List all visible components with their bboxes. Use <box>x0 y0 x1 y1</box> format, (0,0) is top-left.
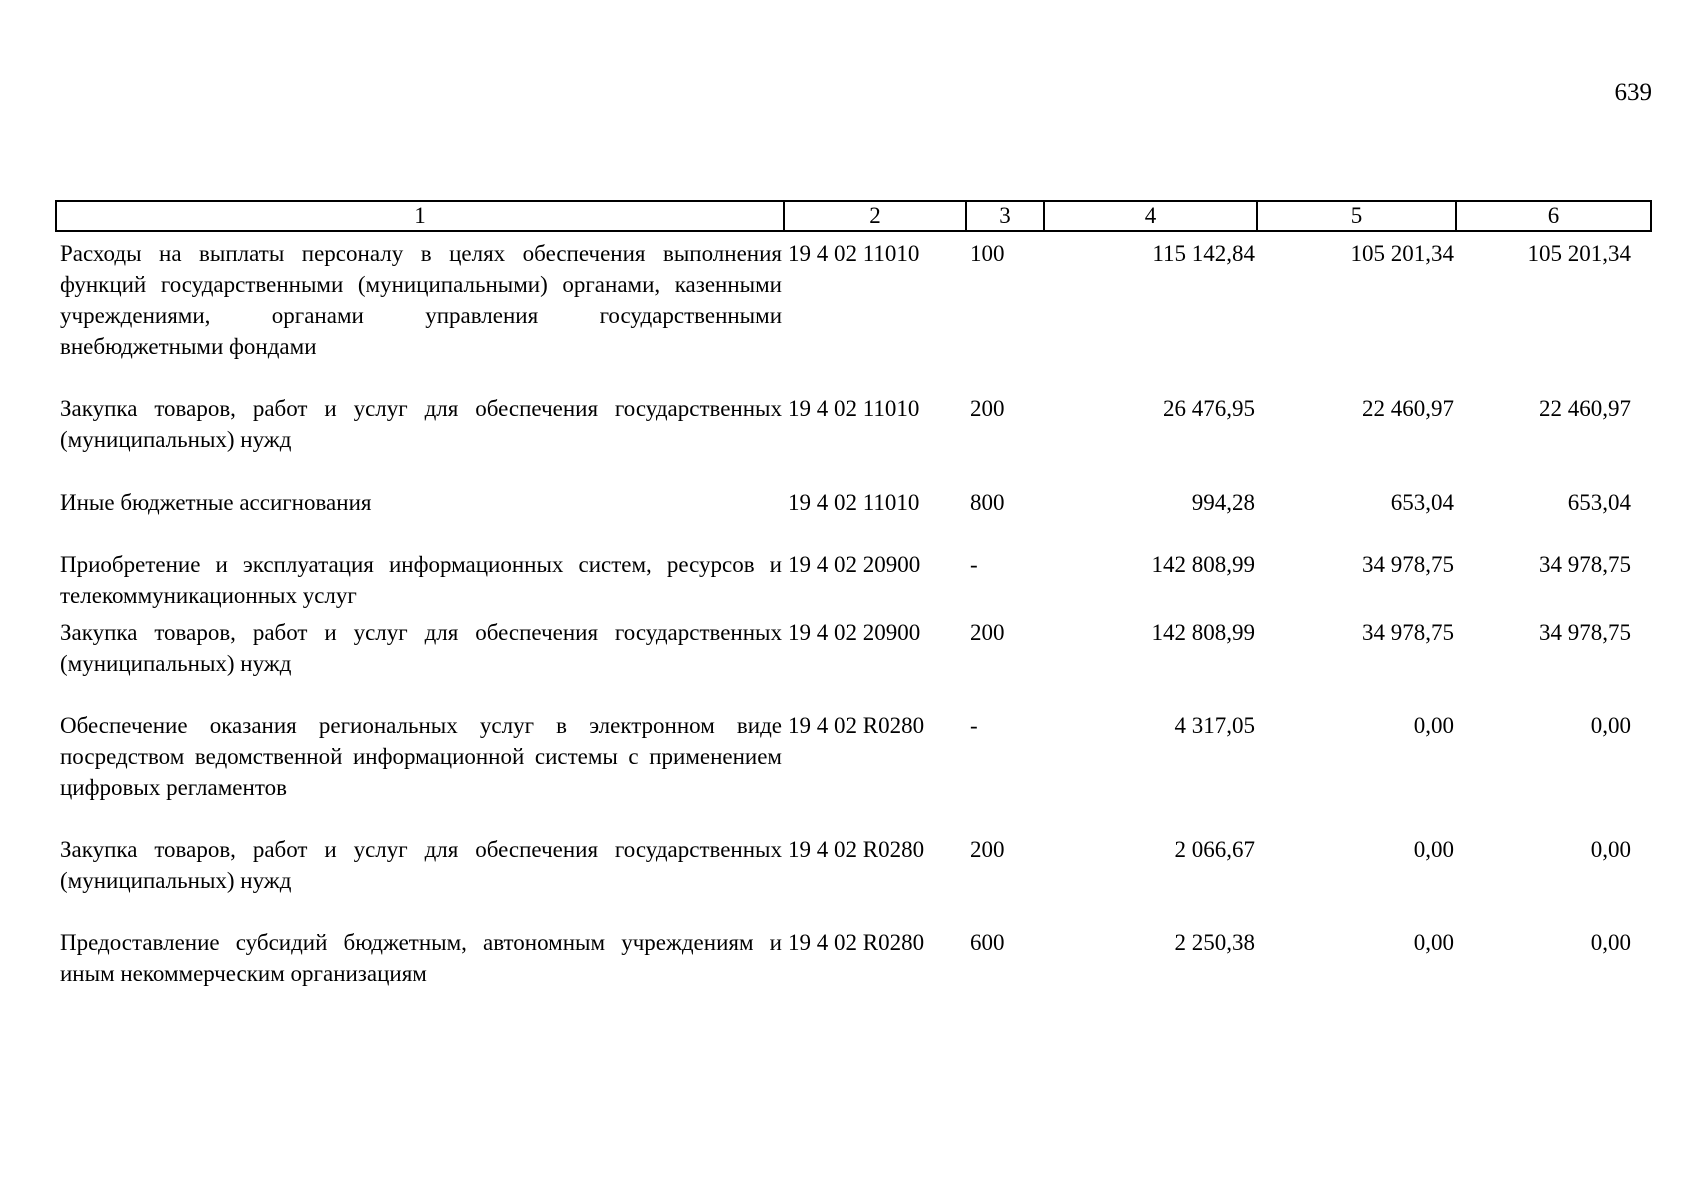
row-value-col6: 105 201,34 <box>1527 241 1631 266</box>
table-row <box>56 704 1651 828</box>
row-target-code: 19 4 02 11010 <box>788 396 920 421</box>
page-number: 639 <box>1614 79 1652 106</box>
column-header-2: 2 <box>784 201 966 231</box>
row-target-code: 19 4 02 11010 <box>788 490 920 515</box>
row-expense-type: 200 <box>970 396 1005 421</box>
row-value-col6: 0,00 <box>1590 930 1631 955</box>
row-value-col4: 2 250,38 <box>1174 930 1255 955</box>
row-value-col6: 34 978,75 <box>1539 620 1631 645</box>
row-value-col5: 105 201,34 <box>1350 241 1454 266</box>
row-expense-type: 200 <box>970 620 1005 645</box>
row-value-col6: 653,04 <box>1567 490 1631 515</box>
row-target-code: 19 4 02 R0280 <box>788 930 925 955</box>
column-header-1: 1 <box>56 201 784 231</box>
row-expense-type: 600 <box>970 930 1005 955</box>
column-header-6: 6 <box>1456 201 1651 231</box>
row-value-col4: 994,28 <box>1191 490 1255 515</box>
row-expense-type: 200 <box>970 837 1005 862</box>
row-value-col5: 34 978,75 <box>1362 620 1454 645</box>
row-expense-type: - <box>970 552 978 577</box>
row-value-col4: 142 808,99 <box>1151 620 1255 645</box>
row-expense-type: 800 <box>970 490 1005 515</box>
table-row <box>56 543 1651 611</box>
table-row <box>56 828 1651 921</box>
row-value-col5: 22 460,97 <box>1362 396 1454 421</box>
row-name: Предоставление субсидий бюджетным, автономным учреждениям и иным некоммерческим организациям <box>60 930 782 986</box>
table-row <box>56 231 1651 387</box>
row-target-code: 19 4 02 20900 <box>788 552 921 577</box>
row-target-code: 19 4 02 R0280 <box>788 837 925 862</box>
row-value-col4: 2 066,67 <box>1174 837 1255 862</box>
row-value-col6: 0,00 <box>1590 837 1631 862</box>
column-header-4: 4 <box>1044 201 1257 231</box>
row-value-col6: 22 460,97 <box>1539 396 1631 421</box>
row-name: Закупка товаров, работ и услуг для обеспечения государственных (муниципальных) нужд <box>60 837 782 893</box>
budget-table <box>55 200 1652 991</box>
table-row <box>56 921 1651 991</box>
row-value-col4: 115 142,84 <box>1152 241 1255 266</box>
row-value-col4: 4 317,05 <box>1174 713 1255 738</box>
row-name: Приобретение и эксплуатация информационных систем, ресурсов и телекоммуникационных услуг <box>60 552 782 608</box>
row-name: Закупка товаров, работ и услуг для обеспечения государственных (муниципальных) нужд <box>60 620 782 676</box>
row-name: Расходы на выплаты персоналу в целях обеспечения выполнения функций государственными (муниципальными) органами, казенными учреждениями, органами управления государственными внебюджетными фондами <box>60 241 782 359</box>
row-name: Иные бюджетные ассигнования <box>60 490 372 515</box>
row-target-code: 19 4 02 20900 <box>788 620 921 645</box>
row-value-col6: 34 978,75 <box>1539 552 1631 577</box>
row-value-col5: 0,00 <box>1413 837 1454 862</box>
column-header-3: 3 <box>966 201 1044 231</box>
row-name: Закупка товаров, работ и услуг для обеспечения государственных (муниципальных) нужд <box>60 396 782 452</box>
header-row <box>56 201 1651 231</box>
row-expense-type: - <box>970 713 978 738</box>
table-row <box>56 481 1651 543</box>
column-header-5: 5 <box>1257 201 1456 231</box>
row-value-col5: 653,04 <box>1390 490 1454 515</box>
row-value-col5: 0,00 <box>1413 713 1454 738</box>
row-target-code: 19 4 02 R0280 <box>788 713 925 738</box>
row-name: Обеспечение оказания региональных услуг в электронном виде посредством ведомственной информационной системы с применением цифровых регламентов <box>60 713 782 800</box>
row-value-col4: 26 476,95 <box>1163 396 1255 421</box>
row-value-col5: 34 978,75 <box>1362 552 1454 577</box>
table-row <box>56 611 1651 704</box>
row-value-col6: 0,00 <box>1590 713 1631 738</box>
row-value-col5: 0,00 <box>1413 930 1454 955</box>
row-target-code: 19 4 02 11010 <box>788 241 920 266</box>
row-expense-type: 100 <box>970 241 1005 266</box>
table-row <box>56 387 1651 481</box>
row-value-col4: 142 808,99 <box>1151 552 1255 577</box>
